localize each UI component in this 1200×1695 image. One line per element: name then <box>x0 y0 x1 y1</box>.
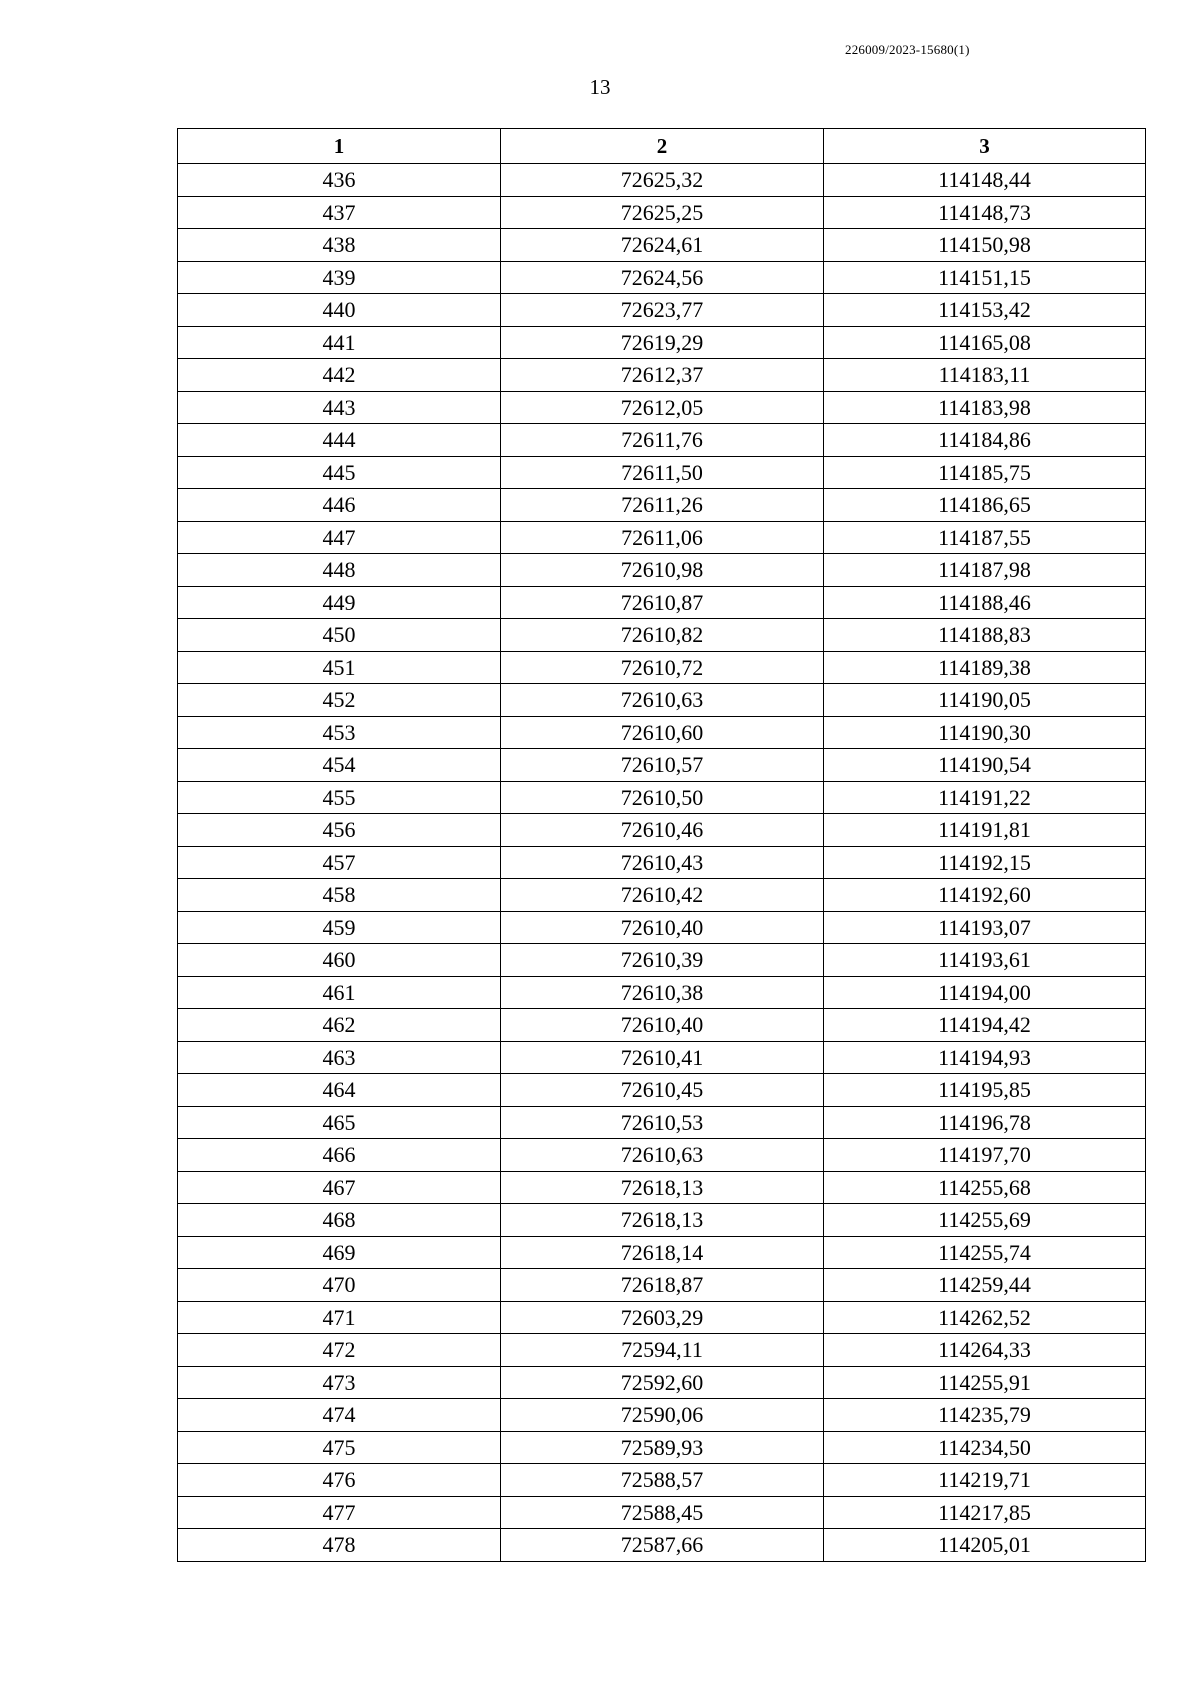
point-number-cell: 462 <box>178 1009 501 1042</box>
x-coordinate-cell: 72611,06 <box>501 521 824 554</box>
x-coordinate-cell: 72610,63 <box>501 1139 824 1172</box>
x-coordinate-cell: 72618,13 <box>501 1171 824 1204</box>
y-coordinate-cell: 114234,50 <box>824 1431 1146 1464</box>
y-coordinate-cell: 114193,61 <box>824 944 1146 977</box>
point-number-cell: 437 <box>178 196 501 229</box>
x-coordinate-cell: 72589,93 <box>501 1431 824 1464</box>
x-coordinate-cell: 72610,41 <box>501 1041 824 1074</box>
point-number-cell: 451 <box>178 651 501 684</box>
table-row <box>178 1041 1146 1074</box>
y-coordinate-cell: 114255,74 <box>824 1236 1146 1269</box>
point-number-cell: 446 <box>178 489 501 522</box>
coordinates-table <box>177 128 1146 1562</box>
table-row <box>178 196 1146 229</box>
table-row <box>178 1009 1146 1042</box>
point-number-cell: 458 <box>178 879 501 912</box>
x-coordinate-cell: 72612,37 <box>501 359 824 392</box>
point-number-cell: 456 <box>178 814 501 847</box>
table-row <box>178 554 1146 587</box>
table-row <box>178 1106 1146 1139</box>
point-number-cell: 459 <box>178 911 501 944</box>
x-coordinate-cell: 72610,38 <box>501 976 824 1009</box>
point-number-cell: 475 <box>178 1431 501 1464</box>
point-number-cell: 464 <box>178 1074 501 1107</box>
x-coordinate-cell: 72611,26 <box>501 489 824 522</box>
y-coordinate-cell: 114194,42 <box>824 1009 1146 1042</box>
x-coordinate-cell: 72611,50 <box>501 456 824 489</box>
table-row <box>178 489 1146 522</box>
point-number-cell: 476 <box>178 1464 501 1497</box>
x-coordinate-cell: 72610,57 <box>501 749 824 782</box>
y-coordinate-cell: 114194,93 <box>824 1041 1146 1074</box>
x-coordinate-cell: 72610,45 <box>501 1074 824 1107</box>
table-row <box>178 814 1146 847</box>
y-coordinate-cell: 114193,07 <box>824 911 1146 944</box>
y-coordinate-cell: 114190,54 <box>824 749 1146 782</box>
y-coordinate-cell: 114151,15 <box>824 261 1146 294</box>
table-row <box>178 684 1146 717</box>
x-coordinate-cell: 72623,77 <box>501 294 824 327</box>
x-coordinate-cell: 72610,60 <box>501 716 824 749</box>
x-coordinate-cell: 72612,05 <box>501 391 824 424</box>
table-row <box>178 424 1146 457</box>
x-coordinate-cell: 72610,98 <box>501 554 824 587</box>
x-coordinate-cell: 72610,40 <box>501 911 824 944</box>
y-coordinate-cell: 114188,46 <box>824 586 1146 619</box>
x-coordinate-cell: 72610,43 <box>501 846 824 879</box>
x-coordinate-cell: 72624,61 <box>501 229 824 262</box>
table-row <box>178 1139 1146 1172</box>
point-number-cell: 436 <box>178 164 501 197</box>
table-row <box>178 716 1146 749</box>
point-number-cell: 471 <box>178 1301 501 1334</box>
point-number-cell: 468 <box>178 1204 501 1237</box>
point-number-cell: 447 <box>178 521 501 554</box>
point-number-cell: 438 <box>178 229 501 262</box>
point-number-cell: 457 <box>178 846 501 879</box>
column-header-1: 1 <box>178 129 501 164</box>
y-coordinate-cell: 114197,70 <box>824 1139 1146 1172</box>
x-coordinate-cell: 72590,06 <box>501 1399 824 1432</box>
table-body <box>178 164 1146 1562</box>
table-row <box>178 521 1146 554</box>
y-coordinate-cell: 114187,98 <box>824 554 1146 587</box>
x-coordinate-cell: 72594,11 <box>501 1334 824 1367</box>
point-number-cell: 463 <box>178 1041 501 1074</box>
point-number-cell: 470 <box>178 1269 501 1302</box>
y-coordinate-cell: 114191,22 <box>824 781 1146 814</box>
table-row <box>178 456 1146 489</box>
point-number-cell: 444 <box>178 424 501 457</box>
y-coordinate-cell: 114264,33 <box>824 1334 1146 1367</box>
y-coordinate-cell: 114196,78 <box>824 1106 1146 1139</box>
table-row <box>178 781 1146 814</box>
x-coordinate-cell: 72619,29 <box>501 326 824 359</box>
table-row <box>178 164 1146 197</box>
table-row <box>178 1301 1146 1334</box>
table-row <box>178 749 1146 782</box>
table-row <box>178 1366 1146 1399</box>
table-row <box>178 846 1146 879</box>
x-coordinate-cell: 72610,40 <box>501 1009 824 1042</box>
y-coordinate-cell: 114219,71 <box>824 1464 1146 1497</box>
y-coordinate-cell: 114259,44 <box>824 1269 1146 1302</box>
point-number-cell: 450 <box>178 619 501 652</box>
table-row <box>178 326 1146 359</box>
table-row <box>178 1236 1146 1269</box>
y-coordinate-cell: 114187,55 <box>824 521 1146 554</box>
table-header-row <box>178 129 1146 164</box>
point-number-cell: 441 <box>178 326 501 359</box>
x-coordinate-cell: 72610,50 <box>501 781 824 814</box>
x-coordinate-cell: 72587,66 <box>501 1529 824 1562</box>
column-header-3: 3 <box>824 129 1146 164</box>
x-coordinate-cell: 72610,42 <box>501 879 824 912</box>
table-row <box>178 1269 1146 1302</box>
point-number-cell: 449 <box>178 586 501 619</box>
x-coordinate-cell: 72588,57 <box>501 1464 824 1497</box>
y-coordinate-cell: 114148,73 <box>824 196 1146 229</box>
x-coordinate-cell: 72618,87 <box>501 1269 824 1302</box>
x-coordinate-cell: 72588,45 <box>501 1496 824 1529</box>
y-coordinate-cell: 114184,86 <box>824 424 1146 457</box>
table-row <box>178 359 1146 392</box>
x-coordinate-cell: 72610,82 <box>501 619 824 652</box>
table-row <box>178 879 1146 912</box>
point-number-cell: 453 <box>178 716 501 749</box>
table-row <box>178 651 1146 684</box>
page-number: 13 <box>589 75 611 99</box>
y-coordinate-cell: 114150,98 <box>824 229 1146 262</box>
y-coordinate-cell: 114235,79 <box>824 1399 1146 1432</box>
y-coordinate-cell: 114188,83 <box>824 619 1146 652</box>
point-number-cell: 443 <box>178 391 501 424</box>
table-header <box>178 129 1146 164</box>
point-number-cell: 460 <box>178 944 501 977</box>
x-coordinate-cell: 72618,13 <box>501 1204 824 1237</box>
table-row <box>178 976 1146 1009</box>
x-coordinate-cell: 72610,72 <box>501 651 824 684</box>
x-coordinate-cell: 72610,46 <box>501 814 824 847</box>
point-number-cell: 442 <box>178 359 501 392</box>
y-coordinate-cell: 114194,00 <box>824 976 1146 1009</box>
y-coordinate-cell: 114255,69 <box>824 1204 1146 1237</box>
y-coordinate-cell: 114255,91 <box>824 1366 1146 1399</box>
table-row <box>178 1529 1146 1562</box>
table-row <box>178 294 1146 327</box>
y-coordinate-cell: 114183,11 <box>824 359 1146 392</box>
table-row <box>178 1464 1146 1497</box>
y-coordinate-cell: 114153,42 <box>824 294 1146 327</box>
point-number-cell: 445 <box>178 456 501 489</box>
y-coordinate-cell: 114190,05 <box>824 684 1146 717</box>
point-number-cell: 473 <box>178 1366 501 1399</box>
table-row <box>178 1399 1146 1432</box>
point-number-cell: 452 <box>178 684 501 717</box>
column-header-2: 2 <box>501 129 824 164</box>
x-coordinate-cell: 72624,56 <box>501 261 824 294</box>
y-coordinate-cell: 114190,30 <box>824 716 1146 749</box>
y-coordinate-cell: 114262,52 <box>824 1301 1146 1334</box>
table-row <box>178 1496 1146 1529</box>
point-number-cell: 465 <box>178 1106 501 1139</box>
point-number-cell: 454 <box>178 749 501 782</box>
x-coordinate-cell: 72610,39 <box>501 944 824 977</box>
x-coordinate-cell: 72625,25 <box>501 196 824 229</box>
y-coordinate-cell: 114195,85 <box>824 1074 1146 1107</box>
document-reference-number: 226009/2023-15680(1) <box>845 42 970 57</box>
point-number-cell: 466 <box>178 1139 501 1172</box>
y-coordinate-cell: 114185,75 <box>824 456 1146 489</box>
table-row <box>178 1074 1146 1107</box>
x-coordinate-cell: 72610,87 <box>501 586 824 619</box>
table-row <box>178 586 1146 619</box>
y-coordinate-cell: 114191,81 <box>824 814 1146 847</box>
table-row <box>178 911 1146 944</box>
table-row <box>178 619 1146 652</box>
y-coordinate-cell: 114186,65 <box>824 489 1146 522</box>
table-row <box>178 391 1146 424</box>
table-row <box>178 1171 1146 1204</box>
point-number-cell: 455 <box>178 781 501 814</box>
table-row <box>178 1334 1146 1367</box>
y-coordinate-cell: 114192,15 <box>824 846 1146 879</box>
y-coordinate-cell: 114189,38 <box>824 651 1146 684</box>
x-coordinate-cell: 72618,14 <box>501 1236 824 1269</box>
y-coordinate-cell: 114192,60 <box>824 879 1146 912</box>
point-number-cell: 440 <box>178 294 501 327</box>
point-number-cell: 461 <box>178 976 501 1009</box>
point-number-cell: 448 <box>178 554 501 587</box>
x-coordinate-cell: 72625,32 <box>501 164 824 197</box>
table-row <box>178 944 1146 977</box>
point-number-cell: 474 <box>178 1399 501 1432</box>
point-number-cell: 477 <box>178 1496 501 1529</box>
table-row <box>178 1204 1146 1237</box>
y-coordinate-cell: 114217,85 <box>824 1496 1146 1529</box>
point-number-cell: 469 <box>178 1236 501 1269</box>
x-coordinate-cell: 72611,76 <box>501 424 824 457</box>
table-row <box>178 1431 1146 1464</box>
point-number-cell: 467 <box>178 1171 501 1204</box>
x-coordinate-cell: 72592,60 <box>501 1366 824 1399</box>
x-coordinate-cell: 72610,53 <box>501 1106 824 1139</box>
y-coordinate-cell: 114165,08 <box>824 326 1146 359</box>
x-coordinate-cell: 72610,63 <box>501 684 824 717</box>
y-coordinate-cell: 114183,98 <box>824 391 1146 424</box>
point-number-cell: 472 <box>178 1334 501 1367</box>
point-number-cell: 439 <box>178 261 501 294</box>
y-coordinate-cell: 114255,68 <box>824 1171 1146 1204</box>
table-row <box>178 261 1146 294</box>
point-number-cell: 478 <box>178 1529 501 1562</box>
y-coordinate-cell: 114148,44 <box>824 164 1146 197</box>
y-coordinate-cell: 114205,01 <box>824 1529 1146 1562</box>
table-row <box>178 229 1146 262</box>
x-coordinate-cell: 72603,29 <box>501 1301 824 1334</box>
